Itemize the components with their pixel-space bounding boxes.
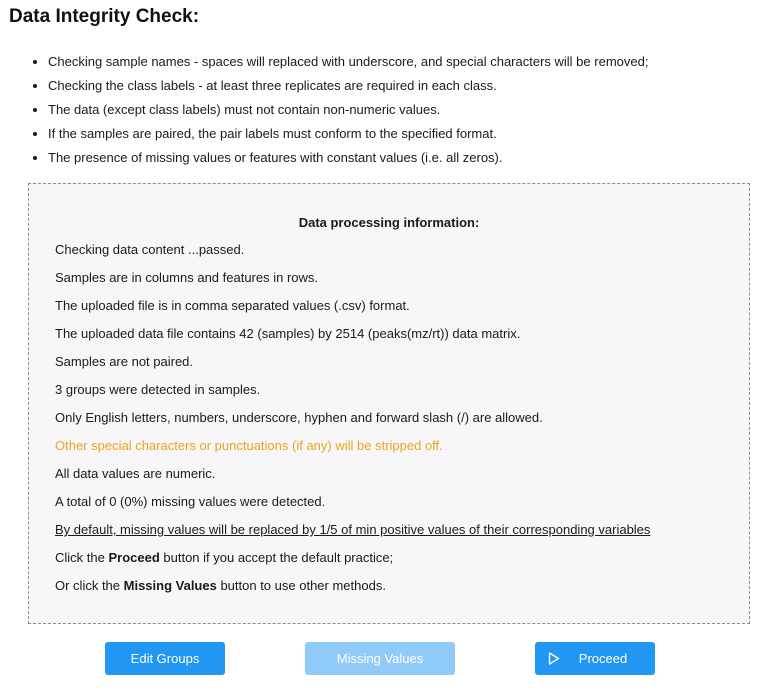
list-item: • The data (except class labels) must not contain non-numeric values. [48,98,763,122]
info-line: The uploaded file is in comma separated values (.csv) format. [55,298,410,313]
list-item: • Checking sample names - spaces will replaced with underscore, and special characters will be removed; [48,50,763,74]
info-line: 3 groups were detected in samples. [55,382,261,397]
integrity-check-list [30,50,763,170]
list-item: • Checking the class labels - at least three replicates are required in each class. [48,74,763,98]
info-line: Checking data content ...passed. [55,242,245,257]
info-line-proceed-hint [55,544,735,572]
info-heading: Data processing information: [298,215,480,230]
info-line: Samples are not paired. [55,354,194,369]
info-lines [55,236,735,600]
info-line: Samples are in columns and features in rows. [55,270,319,285]
missing-hint-bold: Missing Values [123,578,217,593]
page-title: Data Integrity Check: [9,6,200,27]
list-item: • If the samples are paired, the pair labels must conform to the specified format. [48,122,763,146]
list-item: • The presence of missing values or features with constant values (i.e. all zeros). [48,146,763,170]
processing-info-panel [28,183,750,624]
proceed-hint-after: button if you accept the default practice; [159,550,394,565]
proceed-button-label: Proceed [578,651,628,666]
missing-values-button[interactable]: Missing Values [305,642,455,675]
proceed-hint-before: Click the [55,550,109,565]
info-line-warning: Other special characters or punctuations (if any) will be stripped off. [55,438,443,453]
info-line: All data values are numeric. [55,466,216,481]
missing-hint-after: button to use other methods. [216,578,386,593]
play-icon [548,652,560,665]
proceed-hint-bold: Proceed [108,550,160,565]
default-note-text: By default, missing values will be replaced by 1/5 of min positive values of their corresponding variables [55,522,651,537]
proceed-button[interactable] [535,642,655,675]
info-line: Only English letters, numbers, underscore, hyphen and forward slash (/) are allowed. [55,410,543,425]
info-line-default-note [55,516,735,544]
info-line: The uploaded data file contains 42 (samples) by 2514 (peaks(mz/rt)) data matrix. [55,326,521,341]
info-line: A total of 0 (0%) missing values were detected. [55,494,326,509]
info-line-missing-hint [55,572,735,600]
edit-groups-button[interactable]: Edit Groups [105,642,225,675]
missing-hint-before: Or click the [55,578,124,593]
